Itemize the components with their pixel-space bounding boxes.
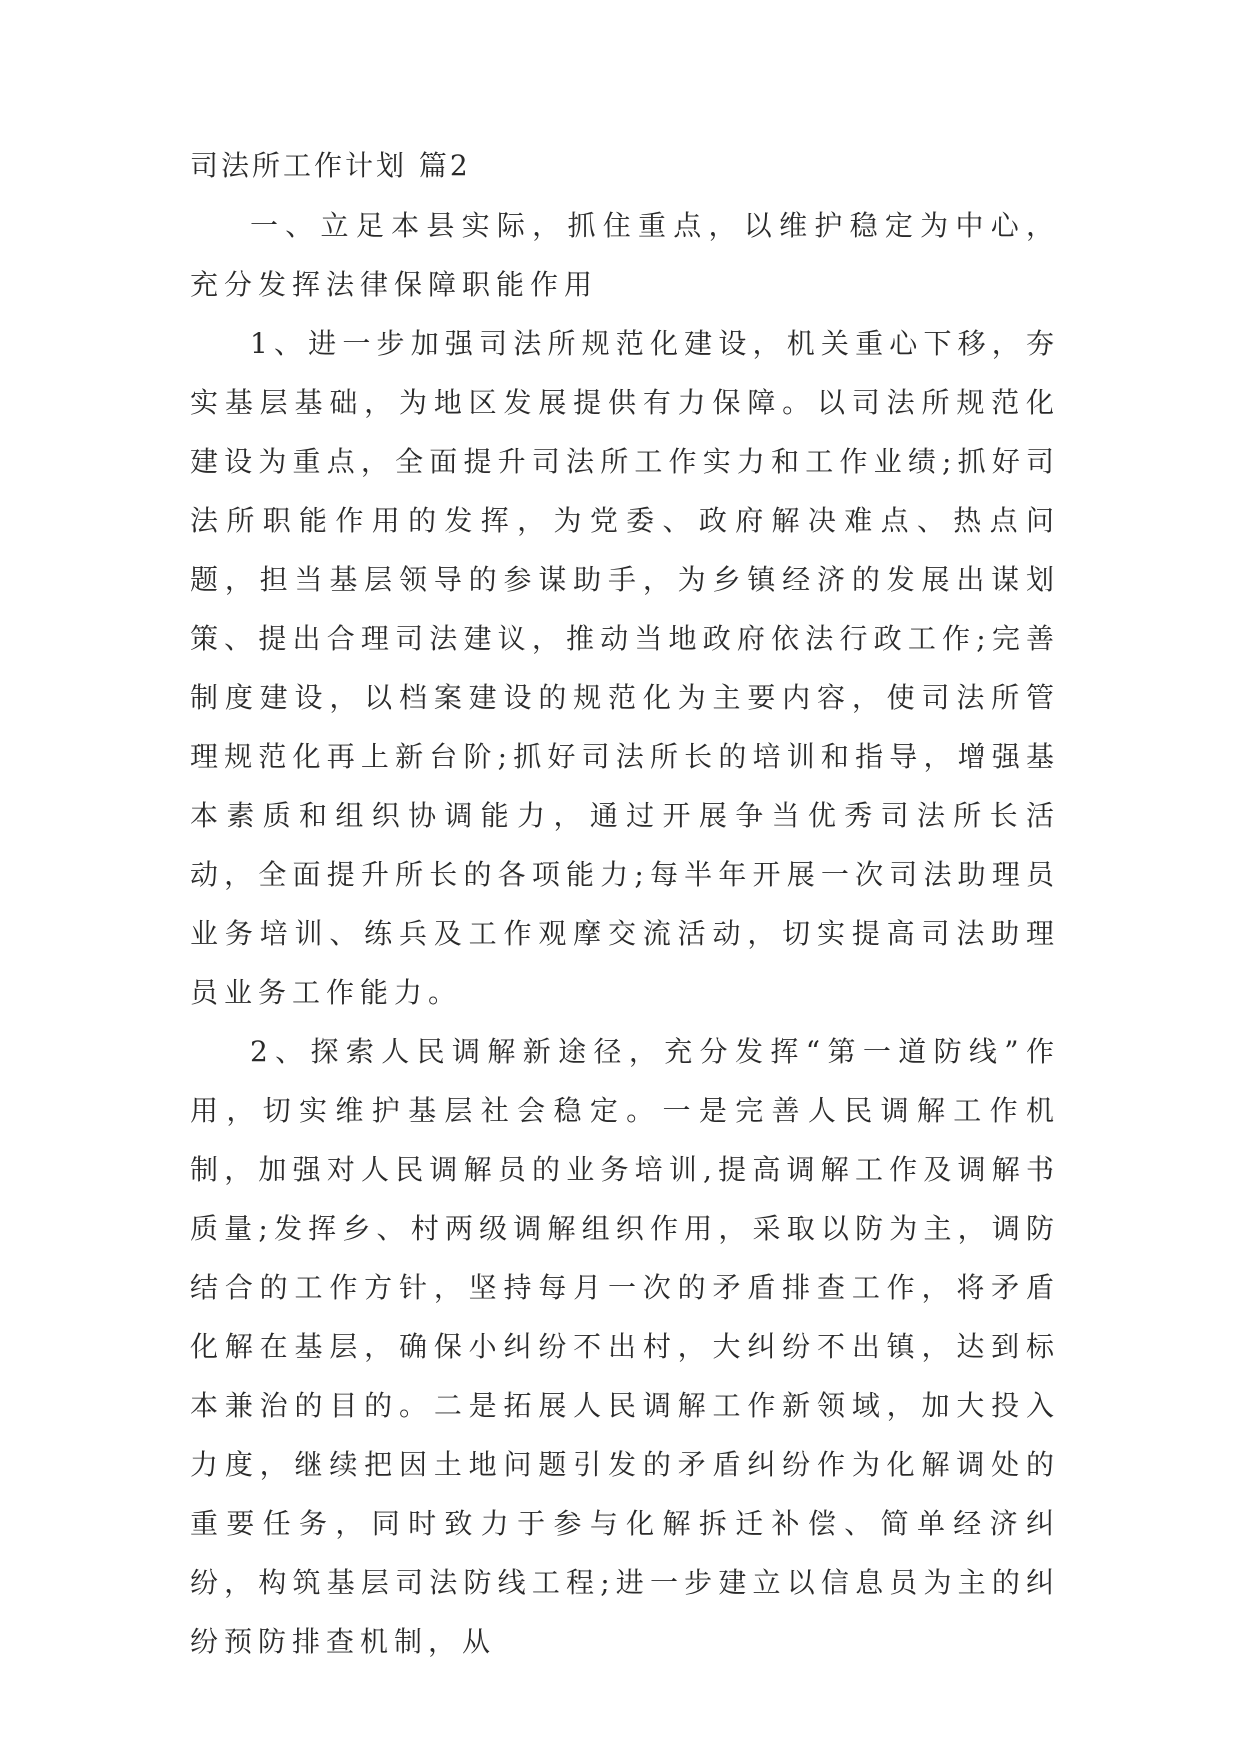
paragraph-item-two: 2、探索人民调解新途径，充分发挥“第一道防线”作用，切实维护基层社会稳定。一是完善人民调解工作机制，加强对人民调解员的业务培训,提高调解工作及调解书质量;发挥乡、村两级调解组织作用，采取以防为主，调防结合的工作方针，坚持每月一次的矛盾排查工作，将矛盾化解在基层，确保小纠纷不出村，大纠纷不出镇，达到标本兼治的目的。二是拓展人民调解工作新领域，加大投入力度，继续把因土地问题引发的矛盾纠纷作为化解调处的重要任务，同时致力于参与化解拆迁补偿、简单经济纠纷，构筑基层司法防线工程;进一步建立以信息员为主的纠纷预防排查机制，从 bbox=[190, 1035, 1060, 1658]
document-body bbox=[190, 136, 1060, 1671]
paragraph-section-one: 一、立足本县实际，抓住重点，以维护稳定为中心，充分发挥法律保障职能作用 bbox=[190, 209, 1060, 301]
paragraph-item-one: 1、进一步加强司法所规范化建设，机关重心下移，夯实基层基础，为地区发展提供有力保障。以司法所规范化建设为重点，全面提升司法所工作实力和工作业绩;抓好司法所职能作用的发挥，为党委、政府解决难点、热点问题，担当基层领导的参谋助手，为乡镇经济的发展出谋划策、提出合理司法建议，推动当地政府依法行政工作;完善制度建设，以档案建设的规范化为主要内容，使司法所管理规范化再上新台阶;抓好司法所长的培训和指导，增强基本素质和组织协调能力，通过开展争当优秀司法所长活动，全面提升所长的各项能力;每半年开展一次司法助理员业务培训、练兵及工作观摩交流活动，切实提高司法助理员业务工作能力。 bbox=[190, 327, 1060, 1009]
document-title: 司法所工作计划 篇2 bbox=[190, 149, 471, 182]
